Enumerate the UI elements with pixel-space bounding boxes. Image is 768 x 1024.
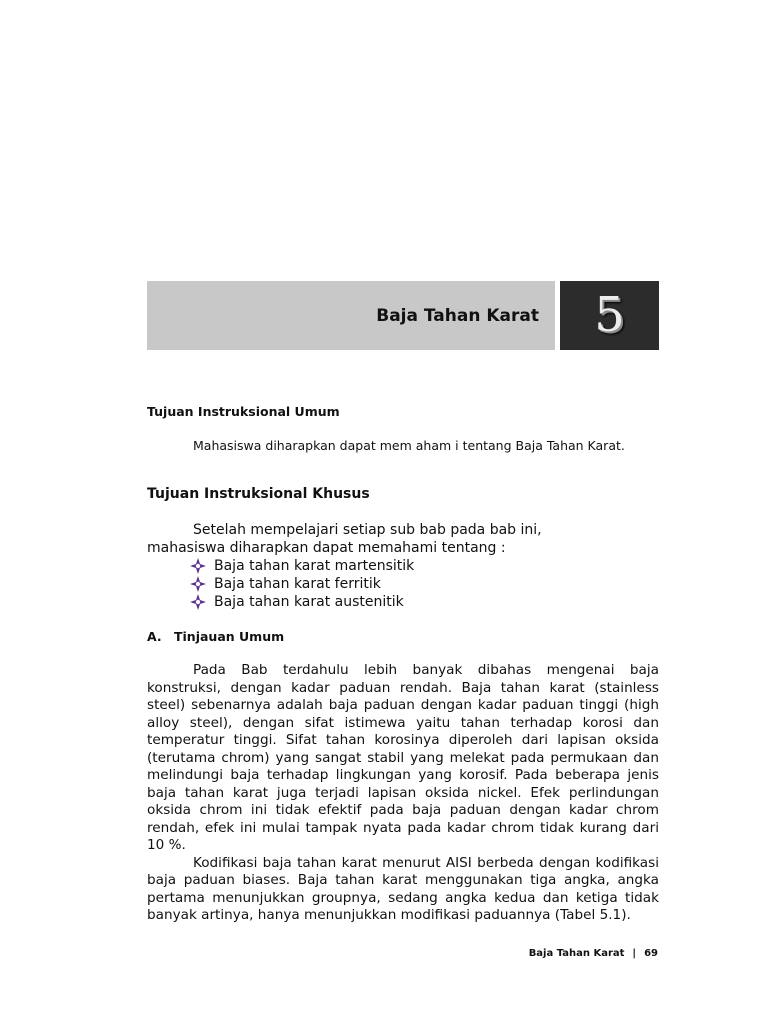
specific-objective-intro: Setelah mempelajari setiap sub bab pada bab ini, mahasiswa diharapkan dapat memahami tentang : bbox=[147, 522, 542, 556]
chapter-title: Baja Tahan Karat bbox=[376, 306, 539, 326]
four-point-star-bullet-icon bbox=[190, 594, 206, 610]
chapter-number-box bbox=[560, 281, 659, 350]
list-item-label: Baja tahan karat martensitik bbox=[214, 558, 415, 574]
chapter-title-band bbox=[147, 281, 555, 350]
list-item-label: Baja tahan karat austenitik bbox=[214, 594, 404, 610]
list-item bbox=[190, 557, 414, 575]
list-item-label: Baja tahan karat ferritik bbox=[214, 576, 381, 592]
section-letter: A. bbox=[147, 629, 162, 644]
body-paragraph: Kodifikasi baja tahan karat menurut AISI berbeda dengan kodifikasi baja paduan biases. Baja tahan karat menggunakan tiga angka, angka pertama menunjukkan groupnya, sedang angka kedua dan ketiga tidak banyak artinya, hanya menunjukkan modifikasi paduannya (Tabel 5.1). bbox=[147, 854, 659, 923]
section-title: Tinjauan Umum bbox=[174, 629, 285, 644]
body-text bbox=[147, 662, 659, 925]
four-point-star-bullet-icon bbox=[190, 576, 206, 592]
page-number: 69 bbox=[644, 948, 658, 959]
general-objective-text: Mahasiswa diharapkan dapat mem aham i tentang Baja Tahan Karat. bbox=[193, 438, 625, 453]
body-paragraph: Pada Bab terdahulu lebih banyak dibahas mengenai baja konstruksi, dengan kadar paduan rendah. Baja tahan karat (stainless steel) sebenarnya adalah baja paduan dengan kadar paduan tinggi (high alloy steel), dengan sifat istimewa yaitu tahan terhadap korosi dan temperatur tinggi. Sifat tahan korosinya diperoleh dari lapisan oksida (terutama chrom) yang sangat stabil yang melekat pada permukaan dan melindungi baja terhadap lingkungan yang korosif. Pada beberapa jenis baja tahan karat juga terjadi lapisan oksida nickel. Efek perlindungan oksida chrom ini tidak efektif pada baja paduan dengan kadar chrom rendah, efek ini mulai tampak nyata pada kadar chrom tidak kurang dari 10 %. bbox=[147, 662, 659, 853]
four-point-star-bullet-icon bbox=[190, 558, 206, 574]
list-item bbox=[190, 575, 414, 593]
general-objective-heading: Tujuan Instruksional Umum bbox=[147, 404, 340, 419]
chapter-number: 5 bbox=[594, 287, 625, 343]
footer-label: Baja Tahan Karat bbox=[528, 948, 625, 959]
page-footer bbox=[529, 948, 658, 959]
footer-separator: | bbox=[632, 948, 637, 959]
specific-objective-heading: Tujuan Instruksional Khusus bbox=[147, 486, 370, 502]
section-heading bbox=[147, 629, 284, 644]
list-item bbox=[190, 593, 414, 611]
objective-list bbox=[190, 557, 414, 611]
